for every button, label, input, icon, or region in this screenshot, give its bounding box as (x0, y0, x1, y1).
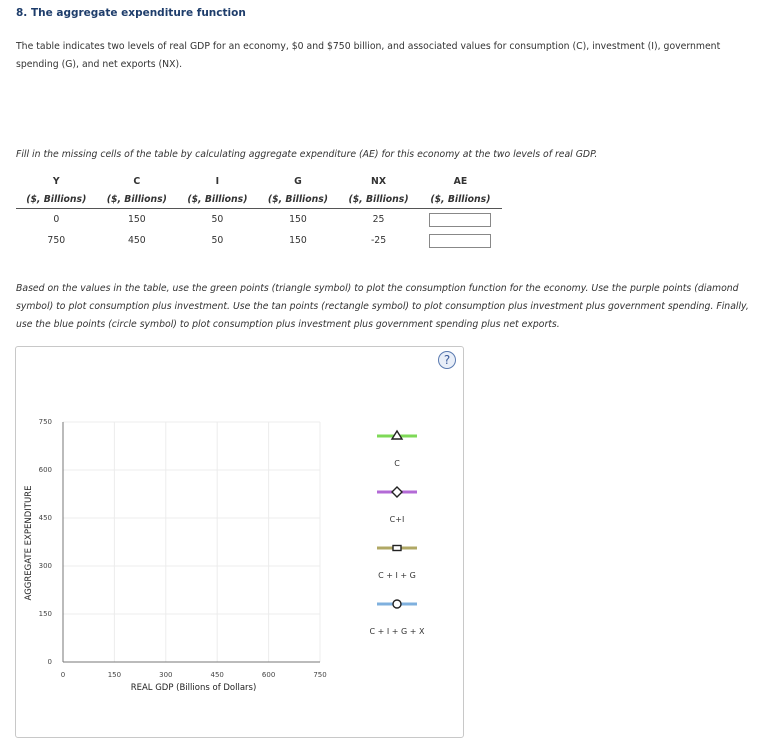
x-tick-label: 750 (313, 671, 327, 679)
instruction-graph: Based on the values in the table, use the green points (triangle symbol) to plot the consumption function for the economy. Use the purple points (diamond symbol) to plot consumption plus investment. Use the tan points (rectangle symbol) to plot consumption plus investment plus government spending. Finally, use the blue points (circle symbol) to plot consumption plus investment plus government spending plus net exports. (16, 283, 749, 330)
rectangle-marker (393, 546, 401, 551)
ae-input-row-1[interactable] (429, 213, 491, 227)
table-row (16, 209, 502, 231)
cell-i: 50 (211, 214, 224, 225)
legend-label: C (394, 459, 400, 468)
legend-label: C + I + G + X (369, 627, 425, 636)
y-axis-title: AGGREGATE EXPENDITURE (24, 485, 34, 601)
y-tick-label: 750 (38, 418, 52, 426)
cell-y: 0 (53, 214, 60, 225)
instruction-table: Fill in the missing cells of the table by calculating aggregate expenditure (AE) for this economy at the two levels of real GDP. (16, 149, 598, 160)
table-row (16, 230, 502, 251)
cell-g: 150 (289, 214, 307, 225)
col-header-ae: AE (453, 175, 468, 187)
y-tick-label: 300 (38, 562, 52, 570)
x-axis-title: REAL GDP (Billions of Dollars) (130, 683, 257, 693)
table-header-row (16, 172, 502, 190)
col-unit-y: ($, Billions) (16, 190, 97, 209)
cell-nx: 25 (372, 214, 385, 225)
y-tick-label: 450 (38, 514, 52, 522)
col-unit-nx: ($, Billions) (338, 190, 419, 209)
y-tick-label: 0 (47, 658, 52, 666)
cell-ae (419, 209, 502, 231)
circle-marker (393, 600, 401, 608)
col-header-y: Y (52, 175, 60, 187)
graph-panel (15, 346, 464, 738)
col-header-nx: NX (371, 175, 386, 187)
x-tick-label: 150 (107, 671, 122, 679)
y-tick-label: 150 (38, 610, 52, 618)
expenditure-table (16, 172, 502, 251)
intro-text: The table indicates two levels of real GDP for an economy, $0 and $750 billion, and associated values for consumption (C), investment (I), government spending (G), and net exports (NX). (16, 41, 721, 70)
cell-g: 150 (289, 235, 307, 246)
col-unit-i: ($, Billions) (177, 190, 258, 209)
y-tick-label: 600 (38, 466, 52, 474)
cell-ae (419, 230, 502, 251)
table-units-row (16, 190, 502, 209)
cell-nx: -25 (370, 235, 387, 246)
cell-c: 150 (127, 214, 146, 225)
col-header-g: G (294, 175, 302, 187)
x-tick-label: 450 (210, 671, 224, 679)
legend-label: C + I + G (378, 571, 416, 580)
help-icon[interactable]: ? (438, 351, 456, 369)
legend-label: C+I (389, 515, 405, 524)
col-header-c: C (133, 175, 141, 187)
cell-c: 450 (127, 235, 146, 246)
col-unit-ae: ($, Billions) (419, 190, 502, 209)
x-tick-label: 300 (159, 671, 173, 679)
cell-y: 750 (47, 235, 66, 246)
x-tick-label: 0 (60, 671, 66, 679)
page-title: 8. The aggregate expenditure function (16, 7, 246, 19)
col-header-i: I (215, 175, 220, 187)
cell-i: 50 (211, 235, 224, 246)
x-tick-label: 600 (261, 671, 276, 679)
ae-input-row-2[interactable] (429, 234, 491, 248)
col-unit-g: ($, Billions) (258, 190, 339, 209)
col-unit-c: ($, Billions) (97, 190, 178, 209)
